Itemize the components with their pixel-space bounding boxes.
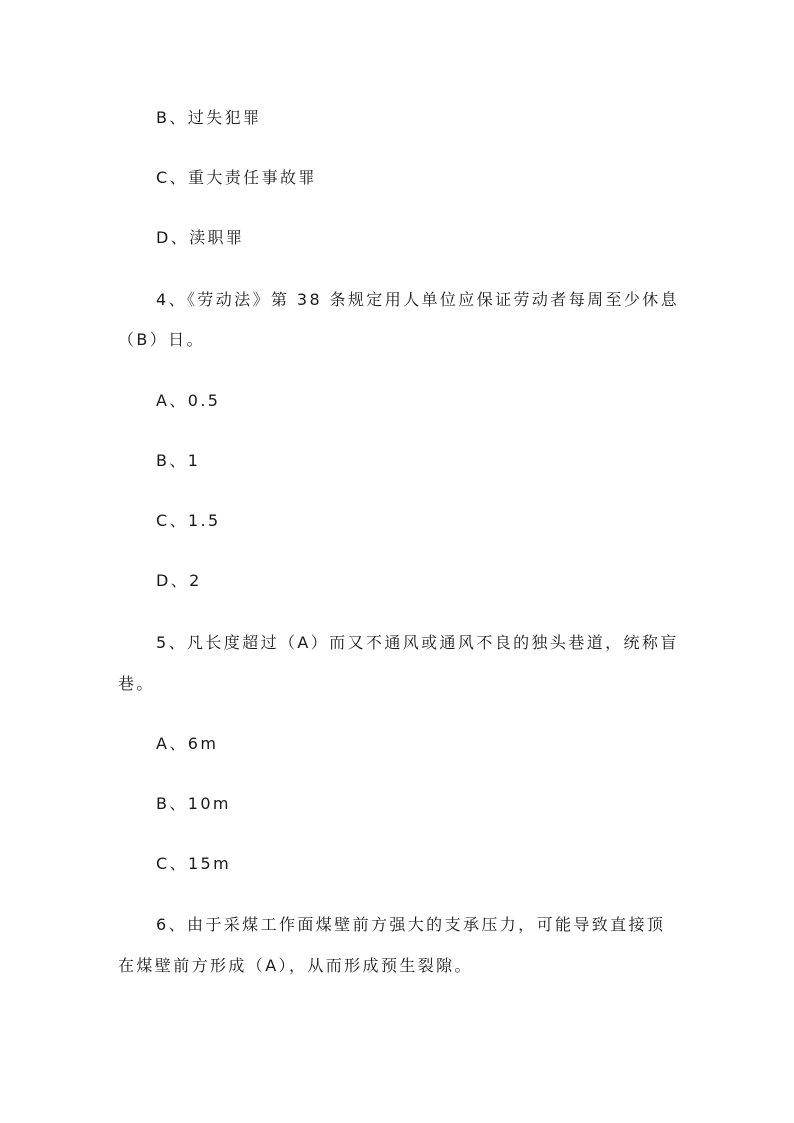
q4-option-a: A、0.5 (156, 391, 221, 410)
q5-option-b: B、10m (156, 794, 231, 813)
q4-option-c: C、1.5 (156, 511, 221, 530)
q6-stem-line2: 在煤壁前方形成（A），从而形成预生裂隙。 (118, 956, 473, 975)
q4-stem-line1: 4、《劳动法》第 38 条规定用人单位应保证劳动者每周至少休息 (156, 290, 680, 309)
q6-stem-line1: 6、由于采煤工作面煤壁前方强大的支承压力，可能导致直接顶 (156, 915, 666, 934)
q3-option-d: D、渎职罪 (156, 228, 245, 247)
q3-option-b: B、过失犯罪 (156, 108, 262, 127)
q4-option-b: B、1 (156, 451, 201, 470)
q4-option-d: D、2 (156, 571, 202, 590)
q5-option-c: C、15m (156, 854, 232, 873)
q4-stem-line2: （B）日。 (118, 330, 205, 349)
q5-stem-line2: 巷。 (118, 674, 155, 693)
q5-option-a: A、6m (156, 734, 219, 753)
q5-stem-line1: 5、凡长度超过（A）而又不通风或通风不良的独头巷道，统称盲 (156, 633, 679, 652)
q3-option-c: C、重大责任事故罪 (156, 168, 317, 187)
